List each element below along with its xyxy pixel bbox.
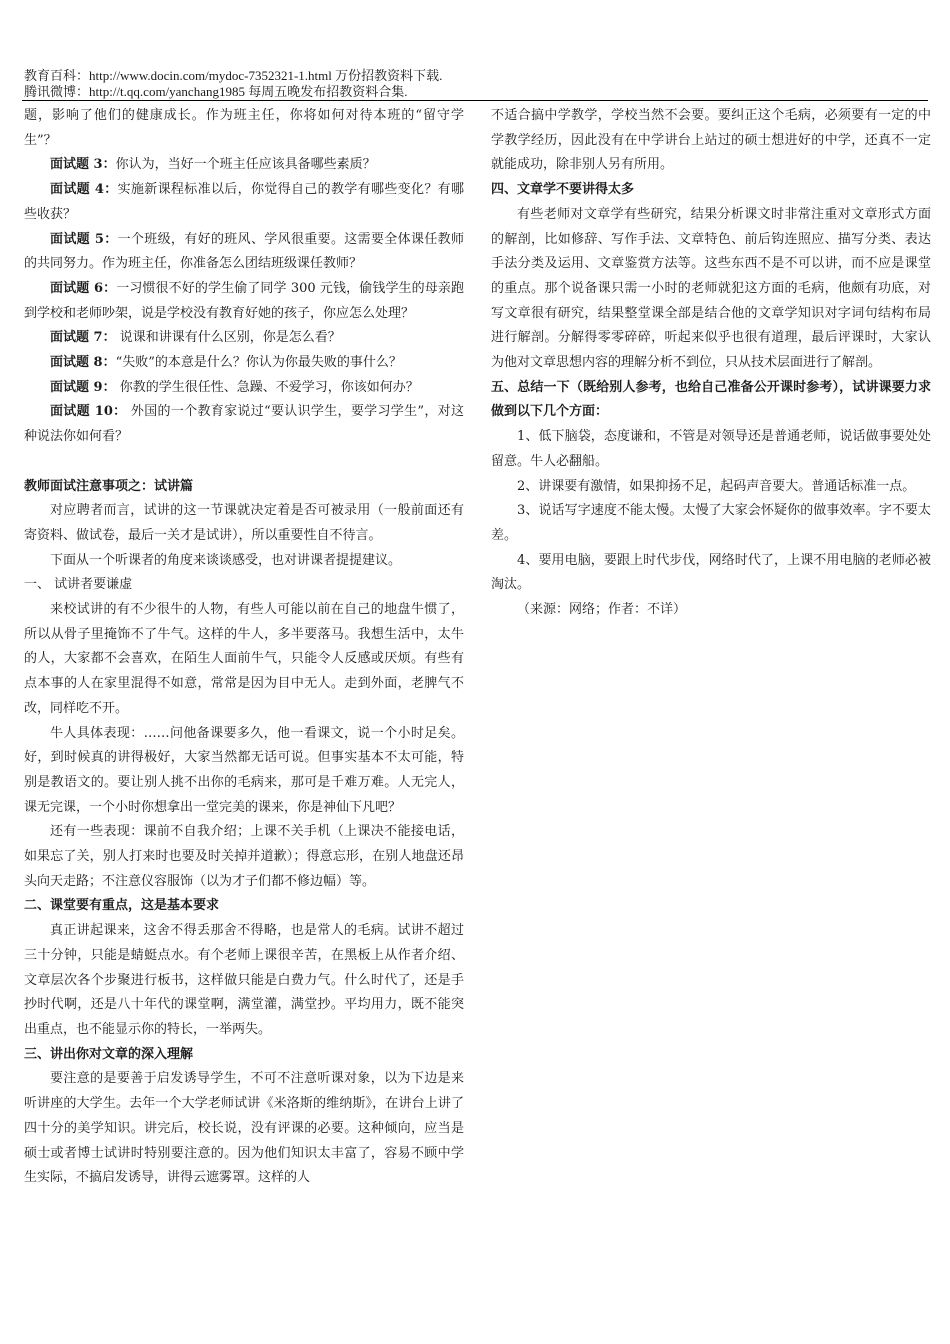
question-label: 面试题 6： xyxy=(50,280,117,296)
section-3-paragraph-1: 要注意的是要善于启发诱导学生，不可不注意听课对象，以为下边是来听讲座的大学生。去年一个大学老师试讲《米洛斯的维纳斯》，在讲台上讲了四十分的美学知识。讲完后，校长说，没有评课的必要。这种倾向，应当是硕士或者博士试讲时特别要注意的。因为他们知识太丰富了，容易不顾中学生实际，不搞启发诱导，讲得云遮雾罩。这样的人 xyxy=(24,1071,464,1186)
question-text: 实施新课程标准以后，你觉得自己的教学有哪些变化？有哪些收获？ xyxy=(24,182,464,222)
question-label: 面试题 7： xyxy=(50,330,116,346)
question-text: “失败”的本意是什么？你认为你最失败的事什么？ xyxy=(115,355,402,371)
section-4-heading xyxy=(491,178,931,203)
question-text: 说课和讲课有什么区别，你是怎么看？ xyxy=(115,330,341,346)
continued-paragraph: 题，影响了他们的健康成长。作为班主任，你将如何对待本班的“留守学生”？ xyxy=(24,108,464,148)
section-1-heading: 一、 试讲者要谦虚 xyxy=(24,577,133,593)
question-3 xyxy=(24,153,464,178)
summary-item-4: 4、要用电脑，要跟上时代步伐，网络时代了，上课不用电脑的老师必被淘汰。 xyxy=(491,552,931,593)
section-1-paragraph-1: 来校试讲的有不少很牛的人物，有些人可能以前在自己的地盘牛惯了，所以从骨子里掩饰不了牛气。这样的牛人，多半要落马。我想生活中，太牛的人，大家都不会喜欢，在陌生人面前牛气，只能令人反感或厌烦。有些有点本事的人在家里混得不如意，常常是因为目中无人。走到外面，老脾气不改，同样吃不开。 xyxy=(24,602,464,716)
section-1-paragraph-2: 牛人具体表现：……问他备课要多久，他一看课文，说一个小时足矣。好，到时候真的讲得极好，大家当然都无话可说。但事实基本不太可能，特别是教语文的。要让别人挑不出你的毛病来，那可是千难万难。人无完人，课无完课，一个小时你想拿出一堂完美的课来，你是神仙下凡吧？ xyxy=(24,725,464,815)
right-column xyxy=(491,104,931,623)
section-2-heading xyxy=(24,894,464,919)
question-6 xyxy=(24,277,464,326)
question-label: 面试题 8： xyxy=(50,355,116,371)
left-column xyxy=(24,104,464,1191)
summary-item-2: 2、讲课要有激情，如果抑扬不足，起码声音要大。普通话标准一点。 xyxy=(517,478,916,494)
section-title xyxy=(24,475,464,500)
section-2-heading-text: 二、课堂要有重点，这是基本要求 xyxy=(24,898,220,914)
header-divider xyxy=(22,100,928,101)
section-5-heading xyxy=(491,376,931,425)
spacer xyxy=(24,450,464,475)
section-1-paragraph-3: 还有一些表现：课前不自我介绍；上课不关手机（上课决不能接电话，如果忘了关，别人打来时也要及时关掉并道歉）；得意忘形，在别人地盘还昂头向天走路；不注意仪容服饰（以为才子们都不修边幅）等。 xyxy=(24,824,464,889)
question-9 xyxy=(24,376,464,401)
question-text: 外国的一个教育家说过“要认识学生，要学习学生”，对这种说法你如何看？ xyxy=(24,404,464,445)
question-7 xyxy=(24,326,464,351)
source-note: （来源：网络；作者：不详） xyxy=(517,602,687,618)
question-text: 你认为，当好一个班主任应该具备哪些素质？ xyxy=(115,157,376,173)
question-label: 面试题 5： xyxy=(50,231,118,247)
section-title-text: 教师面试注意事项之：试讲篇 xyxy=(24,478,194,494)
question-5 xyxy=(24,228,464,277)
question-text: 一习惯很不好的学生偷了同学 300 元钱，偷钱学生的母亲跑到学校和老师吵架，说是学校没有教育好她的孩子，你应怎么处理？ xyxy=(24,280,464,321)
section-3-heading-text: 三、讲出你对文章的深入理解 xyxy=(24,1046,194,1062)
section-3-heading xyxy=(24,1043,464,1068)
question-10 xyxy=(24,400,464,449)
question-label: 面试题 10： xyxy=(50,404,127,420)
summary-item-1: 1、低下脑袋，态度谦和，不管是对领导还是普通老师，说话做事要处处留意。牛人必翻船。 xyxy=(491,429,931,469)
question-label: 面试题 9： xyxy=(50,379,116,395)
header-line-2: 腾讯微博：http://t.qq.com/yanchang1985 每周五晚发布招教资料合集. xyxy=(24,84,408,99)
question-label: 面试题 3： xyxy=(50,157,116,173)
intro-paragraph-1: 对应聘者而言，试讲的这一节课就决定着是否可被录用（一般前面还有寄资料、做试卷，最后一关才是试讲），所以重要性自不待言。 xyxy=(24,503,464,543)
section-4-paragraph-1: 有些老师对文章学有些研究，结果分析课文时非常注重对文章形式方面的解剖，比如修辞、写作手法、文章特色、前后钩连照应、描写分类、表达手法分类及运用、文章鉴赏方法等。这些东西不是不可以讲，而不应是课堂的重点。那个说备课只需一小时的老师就犯这方面的毛病，他颇有功底，对写文章很有研究，结果整堂课全部是结合他的文章学知识对字词句结构布局进行解剖。分解得零零碎碎，听起来似乎也很有道理，最后评课时，大家认为他对文章思想内容的理解分析不到位，只从技术层面进行了解剖。 xyxy=(491,206,931,371)
question-8 xyxy=(24,351,464,376)
section-5-heading-text: 五、总结一下（既给别人参考，也给自己准备公开课时参考），试讲课要力求做到以下几个方面： xyxy=(491,379,931,420)
section-4-heading-text: 四、文章学不要讲得太多 xyxy=(491,182,635,198)
section-2-paragraph-1: 真正讲起课来，这舍不得丢那舍不得略，也是常人的毛病。试讲不超过三十分钟，只能是蜻蜓点水。有个老师上课很辛苦，在黑板上从作者介绍、文章层次各个步聚进行板书，这样做只能是白费力气。什么时代了，还是手抄时代啊，还是八十年代的课堂啊，满堂灌，满堂抄。平均用力，既不能突出重点，也不能显示你的特长，一举两失。 xyxy=(24,923,464,1037)
intro-paragraph-2: 下面从一个听课者的角度来谈谈感受，也对讲课者提提建议。 xyxy=(50,552,402,568)
question-label: 面试题 4： xyxy=(50,182,118,198)
question-text: 一个班级，有好的班风、学风很重要。这需要全体课任教师的共同努力。作为班主任，你准备怎么团结班级课任教师？ xyxy=(24,231,464,272)
question-text: 你教的学生很任性、急躁、不爱学习，你该如何办？ xyxy=(115,379,419,395)
header-line-1: 教育百科：http://www.docin.com/mydoc-7352321-1.html 万份招教资料下载. xyxy=(24,68,443,83)
summary-item-3: 3、说话写字速度不能太慢。太慢了大家会怀疑你的做事效率。字不要太差。 xyxy=(491,503,931,543)
question-4 xyxy=(24,178,464,227)
page-header xyxy=(24,68,928,100)
continued-paragraph: 不适合搞中学教学，学校当然不会要。要纠正这个毛病，必须要有一定的中学教学经历，因此没有在中学讲台上站过的硕士想进好的中学，还真不一定就能成功，除非别人另有所用。 xyxy=(491,108,931,173)
